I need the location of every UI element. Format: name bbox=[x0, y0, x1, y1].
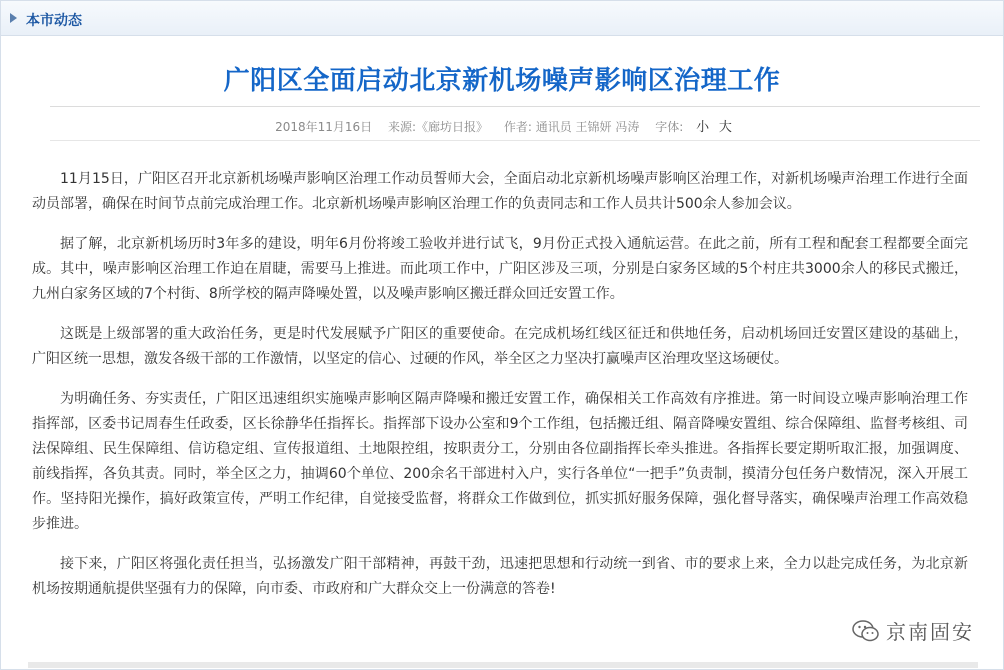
section-header bbox=[1, 1, 1003, 36]
article-title: 广阳区全面启动北京新机场噪声影响区治理工作 bbox=[223, 66, 781, 96]
paragraph: 11月15日，广阳区召开北京新机场噪声影响区治理工作动员誓师大会，全面启动北京新机场噪声影响区治理工作，对新机场噪声治理工作进行全面动员部署，确保在时间节点前完成治理工作。北京新机场噪声影响区治理工作的负责同志和工作人员共计500余人参加会议。 bbox=[32, 171, 968, 212]
article-body bbox=[32, 167, 968, 617]
font-small-button[interactable]: 小 bbox=[696, 120, 710, 135]
title-divider bbox=[50, 106, 980, 107]
paragraph: 这既是上级部署的重大政治任务，更是时代发展赋予广阳区的重要使命。在完成机场红线区征迁和供地任务，启动机场回迁安置区建设的基础上，广阳区统一思想，激发各级干部的工作激情，以坚定的信心、过硬的作风，举全区之力坚决打赢噪声区治理攻坚这场硬仗。 bbox=[32, 326, 968, 367]
bottom-scroll-bar bbox=[28, 662, 978, 668]
wechat-icon bbox=[852, 620, 880, 642]
paragraph: 接下来，广阳区将强化责任担当，弘扬激发广阳干部精神，再鼓干劲，迅速把思想和行动统一到省、市的要求上来，全力以赴完成任务，为北京新机场按期通航提供坚强有力的保障，向市委、市政府和广大群众交上一份满意的答卷! bbox=[32, 556, 968, 597]
font-large-button[interactable]: 大 bbox=[718, 120, 732, 135]
watermark-text: 京南固安 bbox=[886, 620, 974, 644]
paragraph: 据了解，北京新机场历时3年多的建设，明年6月份将竣工验收并进行试飞，9月份正式投入通航运营。在此之前，所有工程和配套工程都要全面完成。其中，噪声影响区治理工作迫在眉睫，需要马上推进。而此项工作中，广阳区涉及三项，分别是白家务区域的5个村庄共3000余人的移民式搬迁，九州白家务区域的7个村街、8所学校的隔声降噪处置，以及噪声影响区搬迁群众回迁安置工作。 bbox=[32, 236, 968, 302]
publish-date: 2018年11月16日 bbox=[275, 120, 373, 134]
meta-divider bbox=[50, 140, 980, 141]
article-meta bbox=[0, 116, 1004, 135]
font-size-label: 字体: bbox=[655, 120, 684, 134]
section-title[interactable]: 本市动态 bbox=[26, 13, 82, 29]
triangle-right-icon bbox=[10, 13, 17, 23]
article-source: 来源:《廊坊日报》 bbox=[387, 120, 489, 134]
watermark bbox=[852, 616, 974, 645]
paragraph: 为明确任务、夯实责任，广阳区迅速组织实施噪声影响区隔声降噪和搬迁安置工作，确保相关工作高效有序推进。第一时间设立噪声影响治理工作指挥部，区委书记周春生任政委，区长徐静华任指挥长。指挥部下设办公室和9个工作组，包括搬迁组、隔音降噪安置组、综合保障组、监督考核组、司法保障组、民生保障组、信访稳定组、宣传报道组、土地限控组，按职责分工，分别由各位副指挥长牵头推进。各指挥长要定期听取汇报，加强调度、前线指挥，各负其责。同时，举全区之力，抽调60个单位、200余名干部进村入户，实行各单位“一把手”负责制，摸清分包任务户数情况，深入开展工作。坚持阳光操作，搞好政策宣传，严明工作纪律，自觉接受监督，将群众工作做到位，抓实抓好服务保障，强化督导落实，确保噪声治理工作高效稳步推进。 bbox=[32, 391, 968, 532]
article-author: 作者: 通讯员 王锦妍 冯涛 bbox=[503, 120, 640, 134]
